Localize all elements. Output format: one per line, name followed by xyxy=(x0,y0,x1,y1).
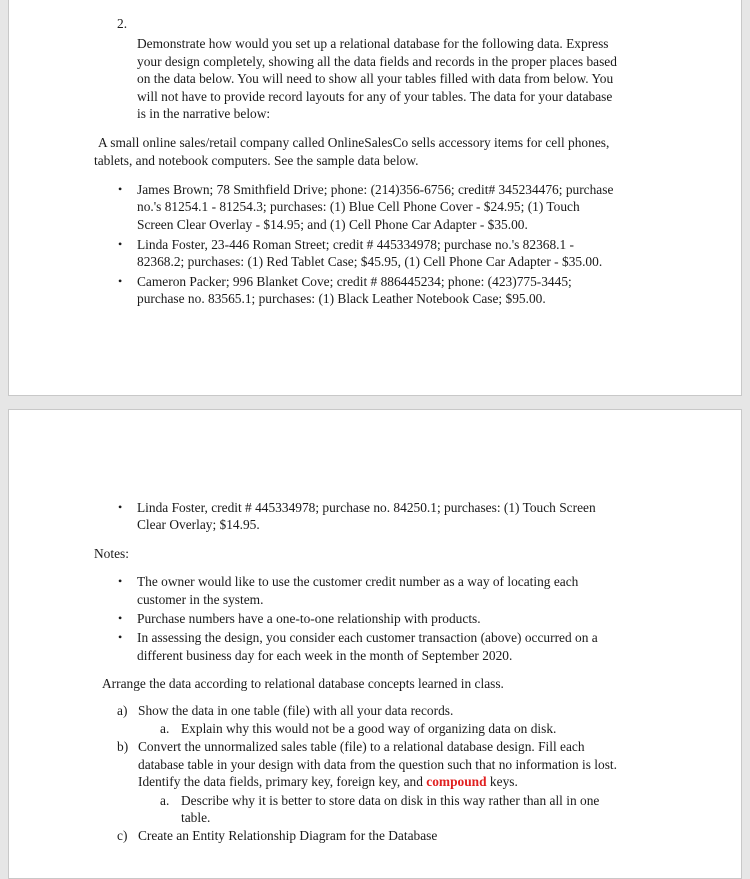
intro-line: Demonstrate how would you set up a relational database for the following data. Express xyxy=(137,36,609,51)
record-line: 82368.2; purchases: (1) Red Tablet Case; $45.95, (1) Cell Phone Car Adapter - $35.00. xyxy=(137,254,603,269)
subtask-marker: a. xyxy=(160,721,170,736)
record-line: Screen Clear Overlay - $14.95; and (1) Cell Phone Car Adapter - $35.00. xyxy=(137,217,528,232)
bullet-icon: • xyxy=(118,500,123,514)
bullet-icon: • xyxy=(118,630,123,644)
bullet-icon: • xyxy=(118,574,123,588)
bullet-icon: • xyxy=(118,237,123,251)
subtask-text: Explain why this would not be a good way of organizing data on disk. xyxy=(181,721,557,736)
record-line: Linda Foster, credit # 445334978; purchase no. 84250.1; purchases: (1) Touch Screen xyxy=(137,500,596,515)
note-line: different business day for each week in the month of September 2020. xyxy=(137,648,513,663)
record-line: Clear Overlay; $14.95. xyxy=(137,517,260,532)
task-line-keys xyxy=(138,773,518,790)
intro-line: on the data below. You will need to show all your tables filled with data from below. You xyxy=(137,71,614,86)
subtask-line: Describe why it is better to store data on disk in this way rather than all in one xyxy=(181,793,600,808)
narrative-line: tablets, and notebook computers. See the sample data below. xyxy=(94,153,419,168)
intro-line: is in the narrative below: xyxy=(137,106,271,121)
bullet-icon: • xyxy=(118,274,123,288)
task-marker: c) xyxy=(117,828,128,843)
record-line: Cameron Packer; 996 Blanket Cove; credit # 886445234; phone: (423)775-3445; xyxy=(137,274,572,289)
record-line: Linda Foster, 23-446 Roman Street; credit # 445334978; purchase no.'s 82368.1 - xyxy=(137,237,574,252)
compound-highlight: compound xyxy=(426,774,487,789)
note-line: Purchase numbers have a one-to-one relationship with products. xyxy=(137,611,481,626)
subtask-marker: a. xyxy=(160,793,170,808)
note-line: In assessing the design, you consider each customer transaction (above) occurred on a xyxy=(137,630,598,645)
record-line: purchase no. 83565.1; purchases: (1) Black Leather Notebook Case; $95.00. xyxy=(137,291,546,306)
notes-heading: Notes: xyxy=(94,546,129,561)
intro-line: will not have to provide record layouts for any of your tables. The data for your database xyxy=(137,89,613,104)
record-line: James Brown; 78 Smithfield Drive; phone: (214)356-6756; credit# 345234476; purchase xyxy=(137,182,614,197)
note-line: customer in the system. xyxy=(137,592,264,607)
question-number: 2. xyxy=(117,16,128,31)
narrative-line: A small online sales/retail company called OnlineSalesCo sells accessory items for cell phones, xyxy=(98,135,610,150)
record-line: no.'s 81254.1 - 81254.3; purchases: (1) Blue Cell Phone Cover - $24.95; (1) Touch xyxy=(137,199,580,214)
bullet-icon: • xyxy=(118,611,123,625)
arrange-instruction: Arrange the data according to relational database concepts learned in class. xyxy=(102,676,504,691)
task-text: Show the data in one table (file) with all your data records. xyxy=(138,703,454,718)
note-line: The owner would like to use the customer credit number as a way of locating each xyxy=(137,574,579,589)
task-line: database table in your design with data from the question such that no information is lost. xyxy=(138,757,617,772)
task-marker: b) xyxy=(117,739,129,754)
keys-text-before: Identify the data fields, primary key, foreign key, and xyxy=(138,774,427,789)
subtask-line: table. xyxy=(181,810,211,825)
keys-text-after: keys. xyxy=(486,774,518,789)
bullet-icon: • xyxy=(118,182,123,196)
task-marker: a) xyxy=(117,703,128,718)
task-line: Convert the unnormalized sales table (file) to a relational database design. Fill each xyxy=(138,739,585,754)
task-text: Create an Entity Relationship Diagram for the Database xyxy=(138,828,438,843)
intro-line: your design completely, showing all the data fields and records in the proper places based xyxy=(137,54,617,69)
